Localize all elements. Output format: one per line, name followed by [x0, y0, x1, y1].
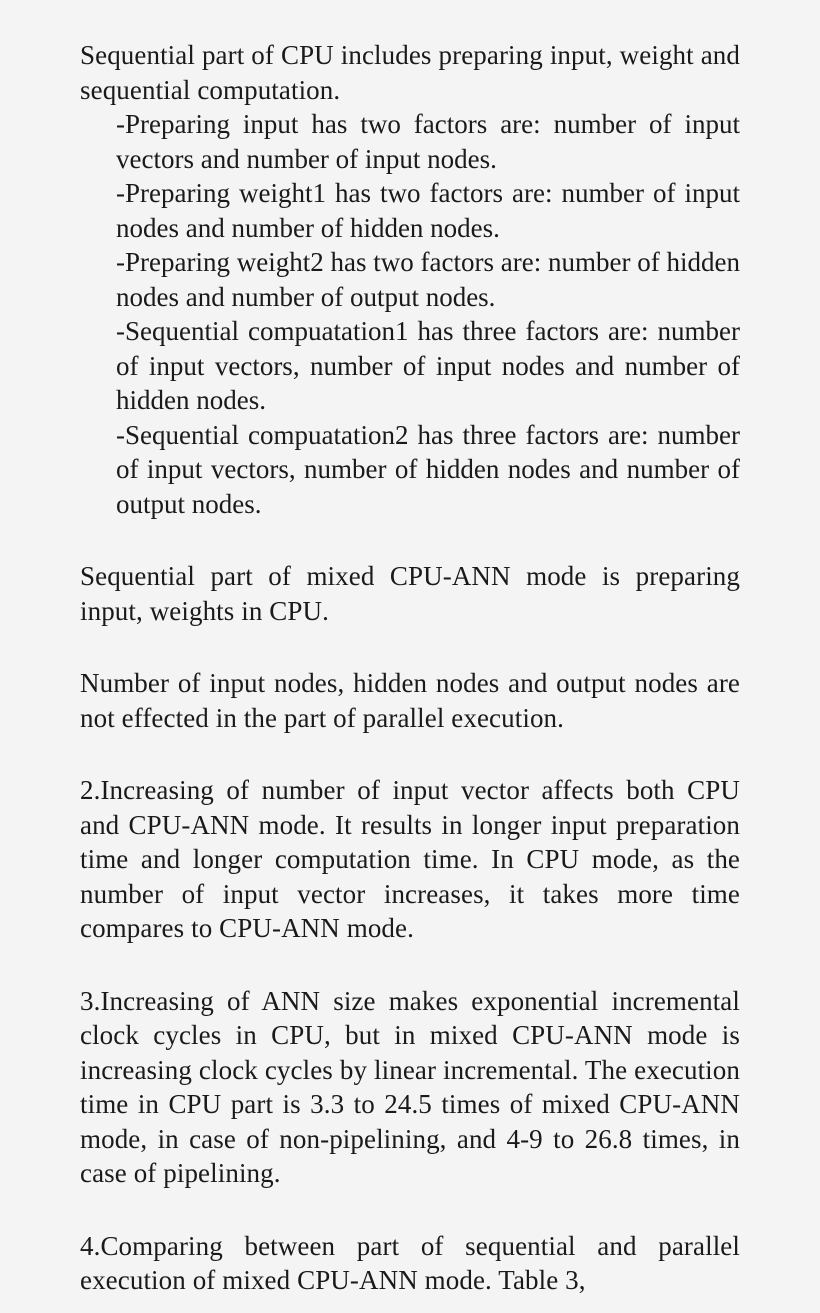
paragraph-nodes-unaffected: Number of input nodes, hidden nodes and output nodes are not effected in the part of parallel execution.: [80, 668, 740, 733]
intro-paragraph: Sequential part of CPU includes preparing input, weight and sequential computation.: [80, 40, 740, 105]
list-item: -Sequential compuatation2 has three factors are: number of input vectors, number of hidden nodes and number of output nodes.: [116, 419, 740, 519]
paragraph-mixed-mode: Sequential part of mixed CPU-ANN mode is preparing input, weights in CPU.: [80, 561, 740, 626]
numbered-item-3: 3.Increasing of ANN size makes exponential incremental clock cycles in CPU, but in mixed CPU-ANN mode is increasing clock cycles by linear incremental. The execution time in CPU part is 3.3 to 24.5 times of mixed CPU-ANN mode, in case of non-pipelining, and 4-9 to 26.8 times, in case of pipelining.: [80, 985, 740, 1188]
numbered-item-4: 4.Comparing between part of sequential and parallel execution of mixed CPU-ANN mode. Table 3,: [80, 1230, 740, 1295]
list-item: -Sequential compuatation1 has three factors are: number of input vectors, number of input nodes and number of hidden nodes.: [116, 316, 740, 415]
list-item: -Preparing weight2 has two factors are: number of hidden nodes and number of output nodes.: [116, 247, 740, 312]
numbered-item-2: 2.Increasing of number of input vector affects both CPU and CPU-ANN mode. It results in longer input preparation time and longer computation time. In CPU mode, as the number of input vector increases, it takes more time compares to CPU-ANN mode.: [80, 775, 740, 943]
factors-list: [80, 107, 740, 521]
list-item: -Preparing weight1 has two factors are: number of input nodes and number of hidden nodes.: [116, 178, 740, 243]
text-column: [80, 38, 740, 1298]
list-item: -Preparing input has two factors are: number of input vectors and number of input nodes.: [116, 109, 740, 174]
